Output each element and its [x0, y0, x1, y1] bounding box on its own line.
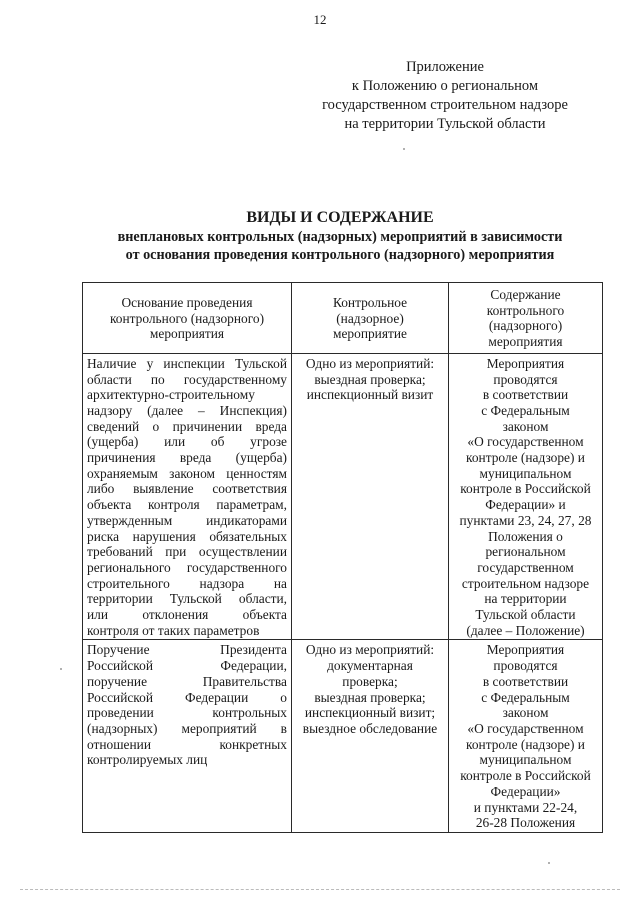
cell-text-line: проводятся [493, 658, 558, 674]
header-content [449, 283, 603, 354]
cell-text-line: контроле в Российской [460, 768, 591, 784]
header-basis [83, 283, 292, 354]
cell-text-line: регионального государственного [87, 559, 287, 575]
cell-text-line: на территории [484, 591, 567, 607]
cell-text-line: документарная [327, 658, 413, 674]
cell-text-line: области по государственному [87, 371, 287, 387]
inspection-types-table [82, 282, 603, 833]
cell-text-line: Тульской области [475, 607, 576, 623]
cell-text-line: Наличие у инспекции Тульской [87, 355, 287, 371]
cell-text-line: контрольного [486, 302, 565, 318]
cell-events [292, 353, 449, 640]
cell-text-line: Федерации» [490, 783, 561, 799]
cell-text-line: сведений о причинении вреда [87, 418, 287, 434]
cell-content [449, 640, 603, 832]
cell-text-line: риска нарушения обязательных [87, 528, 287, 544]
appendix-caption [300, 58, 590, 134]
document-heading [40, 208, 640, 264]
cell-text-line: контроля от таких параметров [87, 622, 260, 638]
cell-text-line: охраняемым законом ценностям [87, 465, 287, 481]
scan-speck [548, 862, 550, 864]
cell-text-line: отношении конкретных [87, 736, 287, 752]
appendix-line: государственном строительном надзоре [322, 97, 568, 113]
cell-text-line: «О государственном [467, 434, 584, 450]
document-subtitle-line: внеплановых контрольных (надзорных) мероприятий в зависимости [117, 229, 563, 245]
cell-text-line: контроле (надзоре) и [466, 450, 585, 466]
cell-text-line: (далее – Положение) [466, 622, 585, 638]
cell-text-line: либо выявление соответствия [87, 481, 287, 497]
cell-text-line: строительном надзоре [461, 575, 590, 591]
table-row [83, 353, 603, 640]
cell-text-line: или отклонения объекта [87, 607, 287, 623]
cell-text-line: Российской Федерации, [87, 658, 287, 674]
document-subtitle-line: от основания проведения контрольного (надзорного) мероприятия [125, 247, 555, 263]
cell-text-line: законом [502, 705, 549, 721]
cell-text-line: причинения вреда (ущерба) [87, 450, 287, 466]
cell-text-line: Содержание [490, 287, 561, 302]
page-number: 12 [313, 12, 327, 27]
cell-text-line: законом [502, 418, 549, 434]
cell-text-line: (ущерба) или об угрозе [87, 434, 287, 450]
cell-text-line: утвержденным индикаторами [87, 512, 287, 528]
cell-text-line: Поручение Президента [87, 642, 287, 658]
appendix-line: к Положению о региональном [351, 78, 539, 94]
cell-text-line: выездная проверка; [314, 371, 426, 387]
cell-text-line: Одно из мероприятий: [305, 642, 435, 658]
table-header-row [83, 283, 603, 354]
cell-text-line: строительного надзора на [87, 575, 287, 591]
cell-text-line: в соответствии [482, 673, 569, 689]
cell-text-line: контролируемых лиц [87, 752, 208, 768]
appendix-line: Приложение [406, 59, 484, 75]
cell-text-line: Мероприятия [486, 355, 565, 371]
cell-text-line: мероприятия [149, 326, 225, 342]
scan-edge-line [20, 889, 620, 890]
cell-text-line: инспекционный визит [306, 387, 434, 403]
cell-text-line: проводятся [493, 371, 558, 387]
cell-text-line: региональном [485, 544, 566, 560]
cell-text-line: требований при осуществлении [87, 544, 287, 560]
cell-text-line: поручение Правительства [87, 673, 287, 689]
cell-text-line: пунктами 23, 24, 27, 28 [459, 512, 592, 528]
table-row [83, 640, 603, 832]
cell-text-line: Основание проведения [121, 294, 253, 310]
cell-text-line: Одно из мероприятий: [305, 355, 435, 371]
cell-text-line: Контрольное [332, 294, 408, 310]
cell-text-line: инспекционный визит; [304, 705, 436, 721]
cell-text-line: Российской Федерации о [87, 689, 287, 705]
cell-text-line: объекта контроля параметрам, [87, 497, 287, 513]
cell-text-line: (надзорного) [488, 318, 563, 334]
cell-text-line: контрольного (надзорного) [109, 310, 265, 326]
cell-text-line: Федерации» и [485, 497, 566, 513]
cell-text-line: Мероприятия [486, 642, 565, 658]
cell-text-line: проведении контрольных [87, 705, 287, 721]
cell-text-line: контроле (надзоре) и [466, 736, 585, 752]
cell-content [449, 353, 603, 640]
document-title: ВИДЫ И СОДЕРЖАНИЕ [246, 209, 434, 226]
cell-text-line: выездная проверка; [314, 689, 426, 705]
cell-text-line: Положения о [488, 528, 563, 544]
cell-text-line: «О государственном [467, 720, 584, 736]
cell-text-line: выездное обследование [302, 720, 438, 736]
cell-text-line: муниципальном [479, 752, 572, 768]
appendix-line: на территории Тульской области [344, 116, 546, 132]
cell-text-line: 26-28 Положения [475, 815, 576, 831]
cell-text-line: с Федеральным [481, 689, 570, 705]
cell-text-line: мероприятие [333, 326, 407, 342]
cell-text-line: и пунктами 22-24, [473, 799, 578, 815]
cell-text-line: муниципальном [479, 465, 572, 481]
cell-text-line: территории Тульской области, [87, 591, 287, 607]
cell-text-line: надзору (далее – Инспекция) [87, 402, 287, 418]
cell-text-line: проверка; [342, 673, 398, 689]
cell-basis [83, 640, 292, 832]
scan-speck [403, 148, 405, 150]
cell-basis [83, 353, 292, 640]
cell-text-line: контроле в Российской [460, 481, 591, 497]
scan-speck [60, 668, 62, 670]
cell-text-line: в соответствии [482, 387, 569, 403]
cell-text-line: архитектурно-строительному [87, 387, 255, 403]
cell-text-line: с Федеральным [481, 402, 570, 418]
header-event [292, 283, 449, 354]
cell-text-line: государственном [477, 559, 574, 575]
cell-events [292, 640, 449, 832]
cell-text-line: (надзорных) мероприятий в [87, 720, 287, 736]
cell-text-line: (надзорное) [336, 310, 404, 326]
cell-text-line: мероприятия [488, 334, 563, 350]
